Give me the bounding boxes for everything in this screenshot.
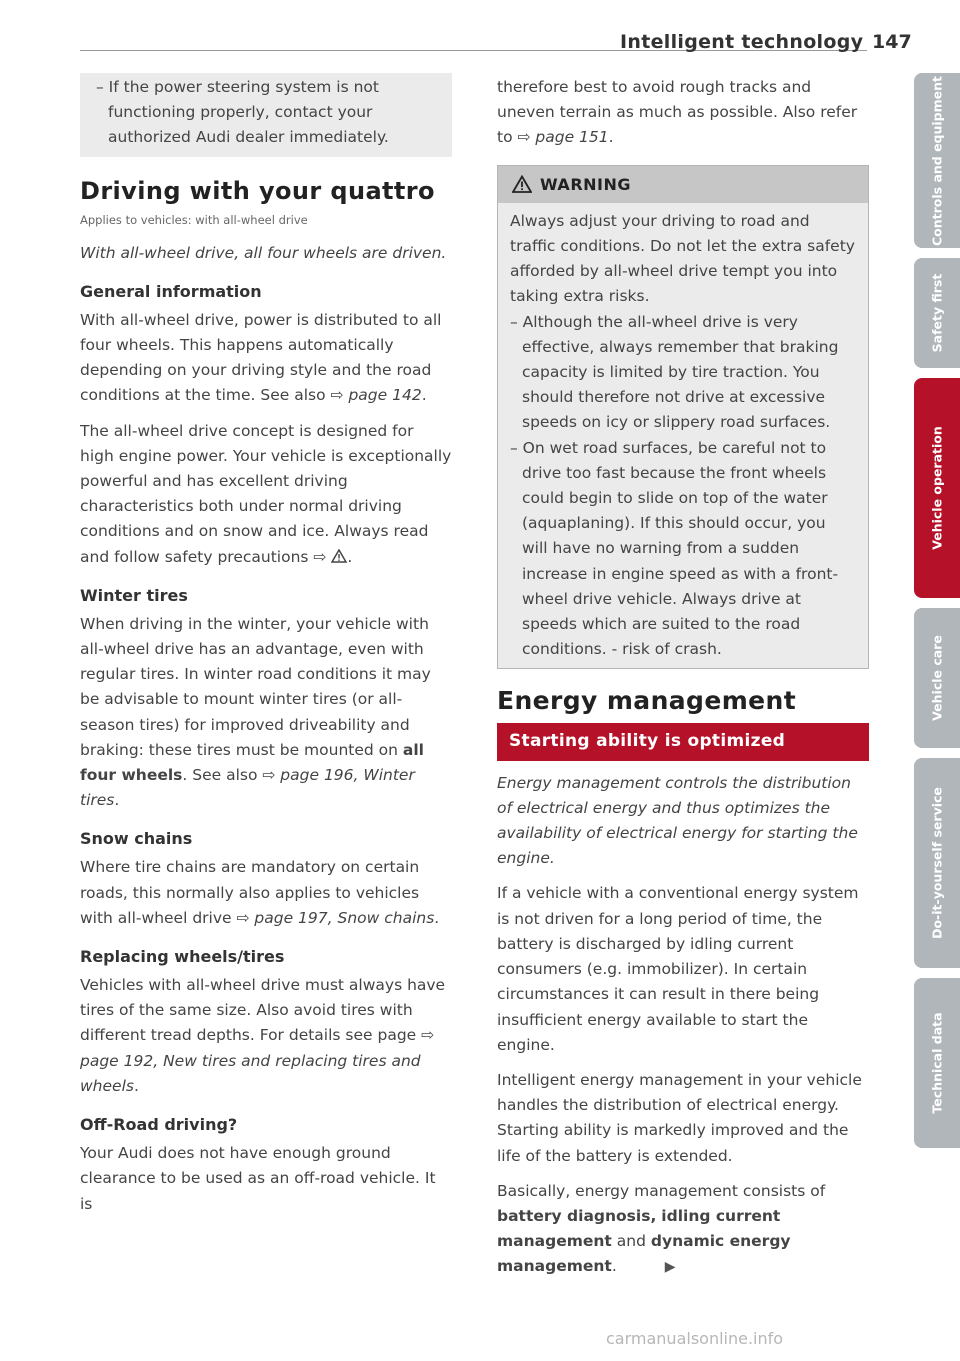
note-item: – If the power steering system is not functioning properly, contact your authorized Audi dealer immediately.: [96, 78, 389, 147]
page-link[interactable]: ⇨ page 142: [330, 386, 422, 405]
warning-triangle-icon[interactable]: [331, 549, 347, 563]
tab-label: Safety first: [929, 273, 945, 353]
warning-title: WARNING: [540, 174, 631, 194]
energy-paragraph-2: Intelligent energy management in your vehicle handles the distribution of electrical energy. Starting ability is markedly improved and the life of the battery is extended.: [497, 1070, 862, 1165]
text: therefore best to avoid rough tracks and uneven terrain as much as possible. Also refer to: [497, 78, 858, 147]
continue-arrow-icon: ▶: [664, 1259, 676, 1276]
page-link[interactable]: ⇨ page 196, Winter tires: [80, 766, 415, 810]
warning-header: [498, 166, 868, 203]
warning-triangle-icon: [512, 175, 532, 193]
heading-replacing-wheels: Replacing wheels/tires: [80, 947, 285, 967]
heading-winter-tires: Winter tires: [80, 585, 188, 605]
bold-text: battery diagnosis: [497, 1206, 651, 1225]
left-column: [80, 73, 452, 1227]
applies-to: Applies to vehicles: with all-wheel drive: [80, 212, 308, 227]
tab-label: Controls and equipment: [929, 75, 945, 246]
warning-box: [497, 165, 869, 670]
paragraph-snow: [80, 855, 452, 931]
text: Vehicles with all-wheel drive must always have tires of the same size. Also avoid tires with different tread depths. For details see page: [80, 976, 446, 1045]
warning-item: – Although the all-wheel drive is very effective, always remember that braking capacity is limited by tire traction. You should therefore not drive at excessive speeds on icy or slippery road surfaces.: [510, 312, 839, 432]
bold-text: idling current management: [497, 1206, 781, 1251]
text: .: [434, 908, 440, 927]
tab-label: Vehicle care: [929, 635, 945, 721]
note-box: [80, 73, 452, 157]
bold-text: ,: [650, 1206, 657, 1225]
paragraph-general-2: [80, 419, 452, 570]
page-link[interactable]: ⇨ page 151: [517, 128, 609, 147]
text: When driving in the winter, your vehicle with all-wheel drive has an advantage, even with regular tires. In winter road conditions it may be advisable to mount winter tires (or all-season tires) for improved driveability and braking: these tires must be mounted on: [80, 614, 431, 759]
tab-label: Technical data: [929, 1012, 945, 1114]
tab-technical-data[interactable]: [914, 978, 960, 1148]
text: and: [616, 1232, 646, 1251]
text: .: [347, 547, 353, 566]
subsection-bar: Starting ability is optimized: [497, 723, 869, 760]
text: Where tire chains are mandatory on certain roads, this normally also applies to vehicles with all-wheel drive: [80, 858, 420, 927]
text: . See also: [182, 766, 258, 785]
text: With all-wheel drive, power is distributed to all four wheels. This happens automatically depending on your driving style and the road conditions at the time. See also: [80, 310, 442, 405]
warning-item: – On wet road surfaces, be careful not to drive too fast because the front wheels could begin to slide on top of the water (aquaplaning). If this should occur, you will have no warning from a sudden increase in engine speed as with a front-wheel drive vehicle. Always drive at speeds which are suited to the road conditions. - risk of crash.: [510, 438, 839, 659]
tab-label: Do-it-yourself service: [929, 787, 945, 939]
page-number: 147: [872, 31, 912, 53]
tab-do-it-yourself-service[interactable]: [914, 758, 960, 968]
bold-text: dynamic energy management: [497, 1232, 791, 1276]
paragraph-offroad: Your Audi does not have enough ground clearance to be used as an off-road vehicle. It is: [80, 1144, 436, 1213]
warning-body: [498, 203, 868, 669]
tab-label: Vehicle operation: [929, 426, 945, 550]
paragraph-replacing: [80, 973, 452, 1099]
text: Basically, energy management consists of: [497, 1181, 826, 1200]
section-title-energy: Energy management: [497, 686, 797, 716]
paragraph-offroad-continued: [497, 75, 869, 151]
heading-general-information: General information: [80, 281, 262, 301]
text: .: [114, 791, 120, 810]
page-link[interactable]: ⇨ page 192, New tires and replacing tires and wheels: [80, 1026, 435, 1095]
running-header-title: Intelligent technology: [620, 31, 864, 53]
energy-paragraph-3: [497, 1179, 869, 1281]
bold-text: all four wheels: [80, 740, 424, 785]
right-column: [497, 75, 869, 1291]
section-intro: With all-wheel drive, all four wheels are driven.: [80, 243, 447, 262]
warning-paragraph: Always adjust your driving to road and traffic conditions. Do not let the extra safety afforded by all-wheel drive tempt you into taking extra risks.: [510, 211, 855, 306]
paragraph-winter: [80, 612, 452, 814]
tab-vehicle-care[interactable]: [914, 608, 960, 748]
tab-safety-first[interactable]: [914, 258, 960, 368]
section-title-quattro: Driving with your quattro: [80, 176, 435, 205]
tab-controls-and-equipment[interactable]: [914, 73, 960, 248]
energy-paragraph-1: If a vehicle with a conventional energy system is not driven for a long period of time, the battery is discharged by idling current consumers (e.g. immobilizer). In certain circumstances it can result in there being insufficient energy available to start the engine.: [497, 884, 859, 1054]
text: .: [133, 1076, 139, 1095]
page-link[interactable]: ⇨ page 197, Snow chains: [236, 908, 435, 927]
tab-vehicle-operation[interactable]: [914, 378, 960, 598]
paragraph-general-1: [80, 308, 452, 409]
heading-offroad: Off-Road driving?: [80, 1115, 238, 1135]
heading-snow-chains: Snow chains: [80, 829, 193, 849]
text: The all-wheel drive concept is designed for high engine power. Your vehicle is exceptionally powerful and has excellent driving characteristics both under normal driving conditions and on snow and ice. Always read and follow safety precautions ⇨: [80, 421, 452, 566]
watermark: carmanualsonline.info: [606, 1329, 784, 1348]
text: .: [611, 1257, 617, 1276]
text: .: [608, 128, 614, 147]
energy-intro: Energy management controls the distribution of electrical energy and thus optimizes the availability of electrical energy for starting the engine.: [497, 773, 858, 868]
text: .: [421, 386, 427, 405]
